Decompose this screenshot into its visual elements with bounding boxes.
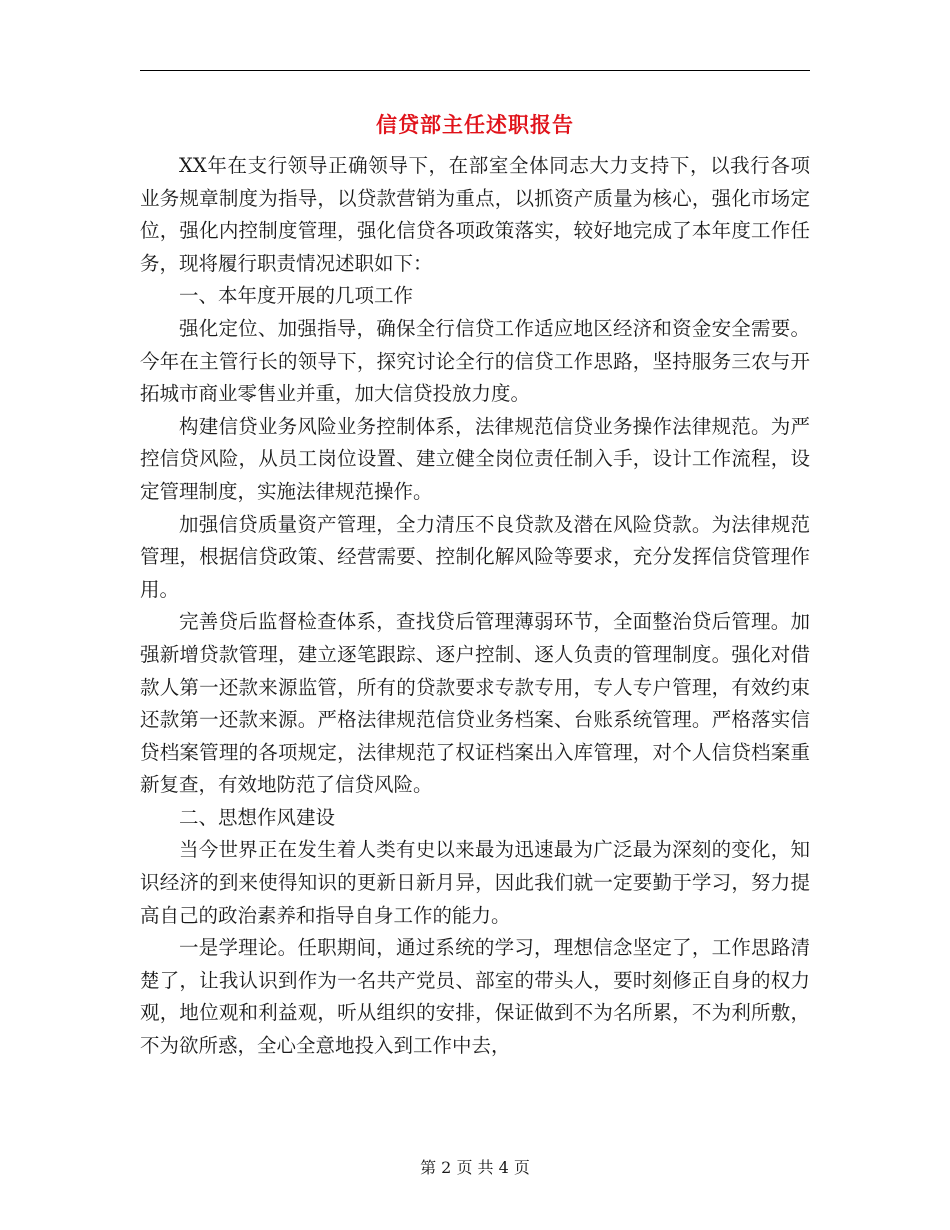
paragraph: 加强信贷质量资产管理，全力清压不良贷款及潜在风险贷款。为法律规范管理，根据信贷政策、经营需要、控制化解风险等要求，充分发挥信贷管理作用。 [140, 512, 810, 601]
paragraph-intro: XX年在支行领导正确领导下，在部室全体同志大力支持下，以我行各项业务规章制度为指导，以贷款营销为重点，以抓资产质量为核心，强化市场定位，强化内控制度管理，强化信贷各项政策落实，较好地完成了本年度工作任务，现将履行职责情况述职如下： [140, 154, 810, 275]
header-rule [140, 70, 810, 71]
section-heading-2: 二、思想作风建设 [179, 805, 336, 829]
paragraph: 一是学理论。任职期间，通过系统的学习，理想信念坚定了，工作思路清楚了，让我认识到作为一名共产党员、部室的带头人，要时刻修正自身的权力观，地位观和利益观，听从组织的安排，保证做到不为名所累，不为利所敷，不为欲所惑，全心全意地投入到工作中去， [140, 936, 810, 1058]
document-body [140, 150, 810, 1063]
paragraph: 强化定位、加强指导，确保全行信贷工作适应地区经济和资金安全需要。今年在主管行长的领导下，探究讨论全行的信贷工作思路，坚持服务三农与开拓城市商业零售业并重，加大信贷投放力度。 [140, 316, 810, 406]
document-title: 信贷部主任述职报告 [376, 112, 574, 137]
paragraph: 当今世界正在发生着人类有史以来最为迅速最为广泛最为深刻的变化，知识经济的到来使得知识的更新日新月异，因此我们就一定要勤于学习，努力提高自己的政治素养和指导自身工作的能力。 [140, 838, 810, 927]
paragraph: 完善贷后监督检查体系，查找贷后管理薄弱环节，全面整治贷后管理。加强新增贷款管理，建立逐笔跟踪、逐户控制、逐人负责的管理制度。强化对借款人第一还款来源监管，所有的贷款要求专款专用，专人专户管理，有效约束还款第一还款来源。严格法律规范信贷业务档案、台账系统管理。严格落实信贷档案管理的各项规定，法律规范了权证档案出入库管理，对个人信贷档案重新复查，有效地防范了信贷风险。 [140, 610, 810, 797]
paragraph: 构建信贷业务风险业务控制体系，法律规范信贷业务操作法律规范。为严控信贷风险，从员工岗位设置、建立健全岗位责任制入手，设计工作流程，设定管理制度，实施法律规范操作。 [140, 414, 810, 503]
page-number: 第 2 页 共 4 页 [420, 1158, 530, 1177]
section-heading-1: 一、本年度开展的几项工作 [179, 284, 414, 308]
